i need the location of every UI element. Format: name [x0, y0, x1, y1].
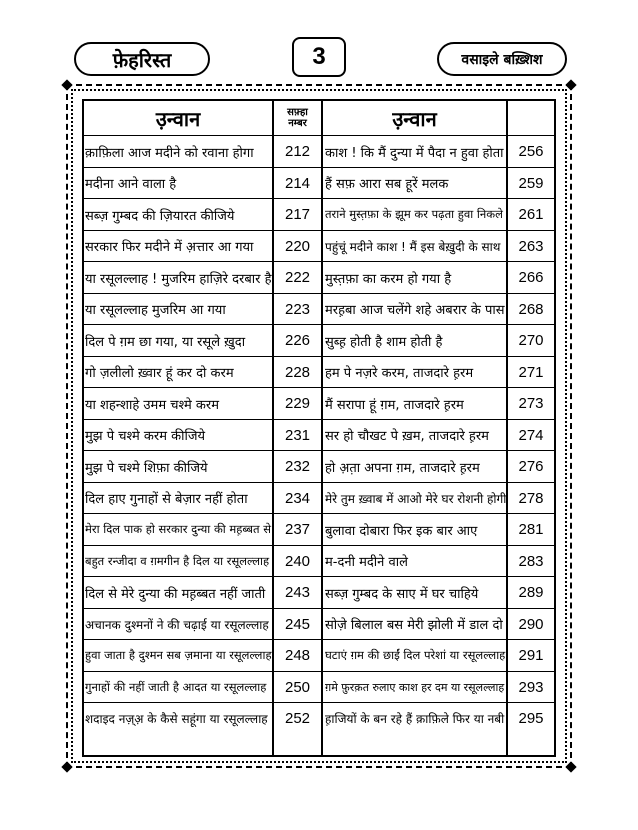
entry-title-left: सब्ज़ गुम्बद की ज़ियारत कीजिये — [85, 208, 235, 224]
entry-page-left: 220 — [284, 237, 311, 255]
entry-title-right: मुस्त़फ़ा का करम हो गया है — [325, 271, 452, 287]
table-row — [84, 546, 554, 578]
entry-page-right: 290 — [518, 615, 544, 633]
entry-title-right: ग़मे फ़ुरक़त रुलाए काश हर दम या रसूलल्लाह — [325, 680, 505, 694]
entry-page-right: 293 — [518, 678, 544, 696]
entry-title-right: मेरे तुम ख़्वाब में आओ मेरे घर रोशनी होगी — [325, 491, 506, 506]
entry-title-right: सुब्ह़ होती है शाम होती है — [325, 334, 443, 350]
entry-title-left: सरकार फिर मदीने में अ़त्तार आ गया — [85, 240, 254, 256]
corner-ornament — [61, 761, 72, 772]
entry-title-left: अचानक दुश्मनों ने की चढ़ाई या रसूलल्लाह — [85, 617, 269, 632]
entry-page-left: 223 — [284, 300, 311, 318]
entry-page-right: 278 — [518, 489, 544, 507]
entry-page-left: 250 — [284, 678, 311, 696]
entry-page-right: 270 — [518, 332, 544, 350]
entry-title-left: शदाइद नज़्अ़ के कैसे सहूंगा या रसूलल्लाह — [85, 712, 268, 727]
entry-page-left: 232 — [284, 458, 311, 476]
entry-title-left: या रसूलल्लाह ! मुजरिम हाज़िरे दरबार है — [85, 271, 272, 287]
entry-title-left: या रसूलल्लाह मुजरिम आ गया — [85, 303, 226, 319]
entry-title-right: तराने मुस्त़फ़ा के झूम कर पढ़ता हुवा निकले — [325, 207, 503, 222]
header-page-line1: सफ़्हा — [287, 107, 308, 118]
index-table — [82, 99, 556, 757]
entry-page-right: 295 — [518, 710, 544, 728]
entry-title-right: पहुंचूं मदीने काश ! मैं इस बेख़ुदी के साथ — [325, 239, 501, 254]
table-row — [84, 231, 554, 263]
entry-page-left: 248 — [284, 647, 311, 665]
entry-page-left: 234 — [284, 489, 311, 507]
table-row — [84, 168, 554, 200]
corner-ornament — [565, 79, 576, 90]
entry-page-right: 268 — [518, 300, 544, 318]
corner-ornament — [61, 79, 72, 90]
entry-title-left: हुवा जाता है दुश्मन सब ज़माना या रसूलल्लाह — [85, 648, 272, 663]
entry-page-left: 222 — [284, 269, 311, 287]
table-row — [84, 357, 554, 389]
entry-page-left: 229 — [284, 395, 311, 413]
entry-page-left: 240 — [284, 552, 311, 570]
entry-page-right: 266 — [518, 269, 544, 287]
corner-ornament — [565, 761, 576, 772]
entry-title-left: बहुत रन्जीदा व ग़मगीन है दिल या रसूलल्लाह — [85, 553, 270, 568]
entry-page-left: 217 — [284, 206, 311, 224]
table-row — [84, 577, 554, 609]
entry-title-left: गुनाहों की नहीं जाती है आदत या रसूलल्लाह — [85, 679, 267, 694]
table-row — [84, 325, 554, 357]
entry-page-left: 252 — [284, 710, 311, 728]
table-row — [84, 294, 554, 326]
entry-page-right: 263 — [518, 237, 544, 255]
entry-title-right: सोज़े बिलाल बस मेरी झोली में डाल दो — [325, 618, 503, 634]
entry-page-right: 289 — [518, 584, 544, 602]
header-title-left: उ़न्वान — [155, 106, 201, 131]
entry-page-right: 273 — [518, 395, 544, 413]
table-row — [84, 388, 554, 420]
entry-title-right: काश ! कि मैं दुन्या में पैदा न हुवा होता — [325, 145, 504, 161]
entry-page-left: 243 — [284, 584, 311, 602]
entry-page-right: 281 — [518, 521, 544, 539]
entry-title-left: क़ाफ़िला आज मदीने को रवाना होगा — [85, 145, 254, 161]
book-title-pill — [437, 42, 567, 76]
entry-page-right: 291 — [518, 647, 544, 665]
entry-title-left: मुझ पे चश्मे करम कीजिये — [85, 429, 206, 445]
header-page-line2: नम्बर — [288, 118, 307, 129]
entry-title-right: घटाएं ग़म की छाईं दिल परेशां या रसूलल्लाह — [325, 648, 506, 663]
entry-page-right: 276 — [518, 458, 544, 476]
table-row — [84, 703, 554, 735]
entry-page-right: 274 — [518, 426, 544, 444]
entry-page-right: 283 — [518, 552, 544, 570]
entry-page-left: 231 — [284, 426, 311, 444]
entry-title-right: हम पे नज़रे करम, ताजदारे ह़रम — [325, 366, 474, 382]
entry-title-right: हैं सफ़ आरा सब हूरें मलक — [325, 177, 449, 193]
entry-title-right: म-दनी मदीने वाले — [325, 555, 408, 571]
entry-page-left: 245 — [284, 615, 311, 633]
entry-title-right: सर हो चौखट पे ख़म, ताजदारे ह़रम — [325, 429, 489, 445]
entry-title-left: या शहन्शाहे उमम चश्मे करम — [85, 397, 219, 413]
table-row — [84, 609, 554, 641]
entry-title-left: मुझ पे चश्मे शिफ़ा कीजिये — [85, 460, 208, 476]
index-title: फ़ेहरिस्त — [112, 47, 172, 72]
table-row — [84, 672, 554, 704]
entry-title-left: दिल पे ग़म छा गया, या रसूले ख़ुदा — [85, 334, 246, 350]
entry-title-left: मेरा दिल पाक हो सरकार दुन्या की मह़ब्बत से — [85, 522, 271, 537]
page-number: 3 — [312, 43, 326, 70]
index-title-pill — [74, 42, 210, 76]
table-row — [84, 483, 554, 515]
book-title: वसाइले बख़्शिश — [461, 51, 543, 68]
table-row — [84, 262, 554, 294]
entry-page-left: 212 — [284, 143, 311, 161]
entry-title-left: मदीना आने वाला है — [85, 177, 177, 193]
entry-page-right: 256 — [518, 143, 544, 161]
table-row — [84, 136, 554, 168]
entry-page-right: 261 — [518, 206, 544, 224]
header-page-number — [274, 101, 321, 135]
entry-title-left: दिल हाए गुनाहों से बेज़ार नहीं होता — [85, 492, 248, 508]
entry-title-right: सब्ज़ गुम्बद के साए में घर चाहिये — [325, 586, 479, 602]
table-row — [84, 640, 554, 672]
page-number-box — [292, 37, 346, 77]
table-row — [84, 514, 554, 546]
entry-page-right: 259 — [518, 174, 544, 192]
entry-title-right: हो अ़त़ा अपना ग़म, ताजदारे ह़रम — [325, 460, 480, 476]
entry-title-right: मरह़बा आज चलेंगे शहे अबरार के पास — [325, 303, 505, 319]
table-row — [84, 420, 554, 452]
header-title-right: उ़न्वान — [392, 106, 437, 131]
entry-title-right: ह़ाजियों के बन रहे हैं क़ाफ़िले फिर या नबी — [325, 712, 505, 727]
entry-page-left: 228 — [284, 363, 311, 381]
entry-title-left: दिल से मेरे दुन्या की मह़ब्बत नहीं जाती — [85, 586, 266, 602]
entry-page-left: 237 — [284, 521, 311, 539]
entry-title-right: बुलावा दोबारा फिर इक बार आए — [325, 523, 478, 539]
table-row — [84, 451, 554, 483]
entry-title-left: गो ज़लीलो ख़्वार हूं कर दो करम — [85, 366, 234, 382]
entry-page-left: 226 — [284, 332, 311, 350]
table-row — [84, 199, 554, 231]
entry-page-left: 214 — [284, 174, 311, 192]
entry-title-right: मैं सरापा हूं ग़म, ताजदारे ह़रम — [325, 397, 464, 413]
entry-page-right: 271 — [518, 363, 544, 381]
